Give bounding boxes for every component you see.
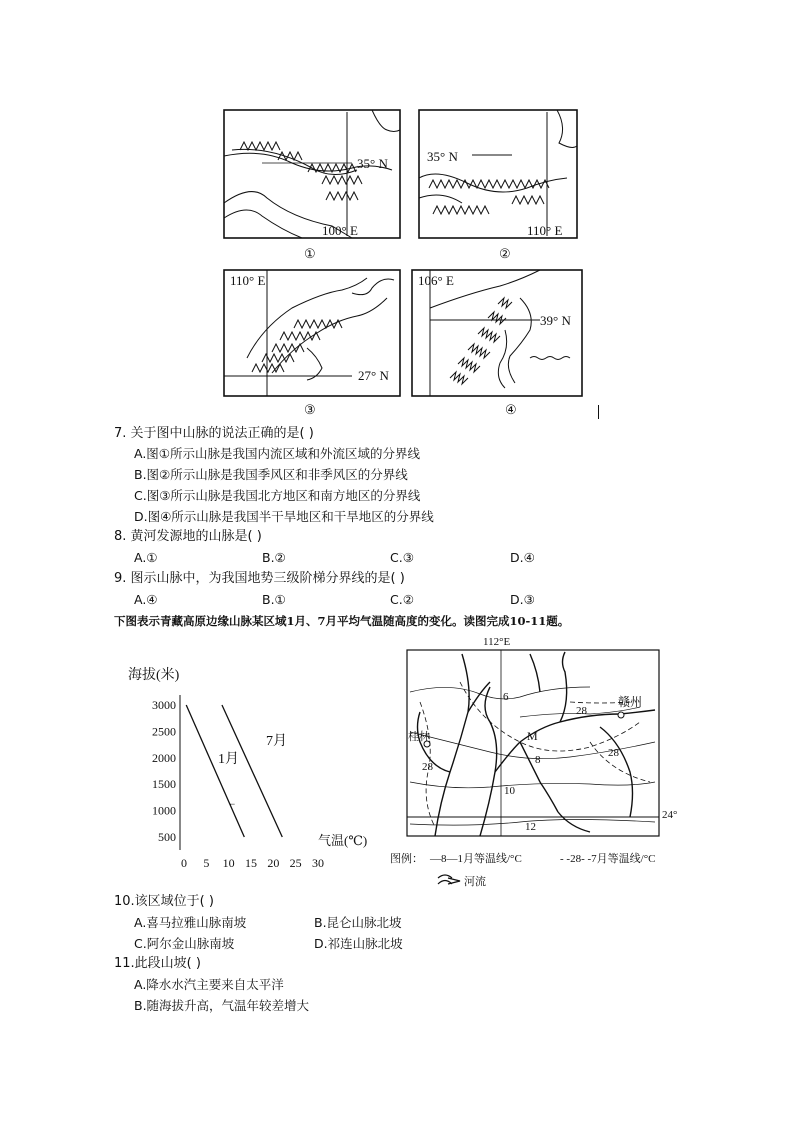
q9-option-a: A.④ [134, 592, 158, 607]
y-tick-label: 3000 [152, 698, 176, 712]
map-4-lon: 106° E [418, 273, 454, 288]
q7-option-c: C.图③所示山脉是我国北方地区和南方地区的分界线 [134, 488, 421, 503]
x-tick-label: 25 [289, 856, 302, 870]
q10-option-c: C.阿尔金山脉南坡 [134, 936, 235, 951]
q7-option-b: B.图②所示山脉是我国季风区和非季风区的分界线 [134, 467, 408, 482]
map-4-number: ④ [505, 402, 517, 417]
city-ganzhou: 赣州 [618, 695, 643, 709]
map-2-lat: 35° N [427, 149, 458, 164]
q8-option-c: C.③ [390, 550, 414, 565]
city-guilin: 桂林 [408, 731, 430, 743]
jul-label-28-b: 28 [422, 761, 433, 773]
q10-option-b: B.昆仑山脉北坡 [314, 915, 402, 930]
q7-option-d: D.图④所示山脉是我国半干旱地区和干旱地区的分界线 [134, 509, 434, 524]
legend-jul: - -28- -7月等温线/°C [560, 853, 656, 865]
jan-label-8: 8 [535, 754, 541, 766]
chart-dot-mark: ⌐ [230, 799, 236, 809]
series-label-jul: 7月 [266, 734, 287, 749]
series-line-jul [222, 705, 282, 837]
q9-option-d: D.③ [510, 592, 535, 607]
map-3 [222, 268, 402, 420]
map-1-lon: 100° E [322, 223, 358, 238]
temperature-altitude-chart [118, 655, 368, 875]
x-tick-label: 0 [181, 856, 187, 870]
y-tick-label: 1500 [152, 777, 176, 792]
x-tick-label: 10 [222, 856, 235, 870]
isomap-lat: 24° [662, 809, 678, 821]
map-1-lat: 35° N [357, 156, 388, 171]
map-2-lon: 110° E [527, 223, 563, 238]
section-intro: 下图表示青藏高原边缘山脉某区域1月、7月平均气温随高度的变化。读图完成10-11题。 [114, 614, 570, 628]
y-tick-label: 2500 [152, 724, 176, 739]
q8-option-a: A.① [134, 550, 158, 565]
q9-stem: 9. 图示山脉中，为我国地势三级阶梯分界线的是( ) [114, 571, 405, 586]
point-m: M [527, 729, 538, 743]
legend-river: 河流 [464, 876, 486, 888]
q8-stem: 8. 黄河发源地的山脉是( ) [114, 529, 262, 544]
q8-option-b: B.② [262, 550, 286, 565]
chart-xlabel: 气温(℃) [318, 833, 368, 848]
jan-label-6: 6 [503, 691, 509, 703]
legend-jan: —8—1月等温线/°C [430, 853, 522, 865]
x-tick-label: 5 [203, 856, 210, 870]
map-3-lon: 110° E [230, 273, 266, 288]
q11-option-a: A.降水水汽主要来自太平洋 [134, 977, 284, 992]
map-2-number: ② [499, 246, 511, 261]
x-tick-label: 15 [245, 856, 257, 870]
stray-mark [598, 405, 599, 419]
q7-stem: 7. 关于图中山脉的说法正确的是( ) [114, 426, 314, 441]
isomap-lon: 112°E [483, 636, 511, 648]
series-line-jan [186, 705, 244, 837]
q10-option-a: A.喜马拉雅山脉南坡 [134, 915, 247, 930]
map-1-number: ① [304, 246, 316, 261]
map-3-number: ③ [304, 402, 316, 417]
isotherm-map [390, 632, 690, 894]
y-tick-label: 1000 [152, 803, 176, 818]
q10-option-d: D.祁连山脉北坡 [314, 936, 403, 951]
series-label-jan: 1月 [218, 752, 239, 767]
map-1 [222, 108, 402, 263]
map-2 [417, 108, 582, 263]
chart-ylabel: 海拔(米) [128, 668, 180, 683]
y-tick-label: 500 [158, 830, 176, 844]
legend-river-icon [438, 875, 460, 884]
legend-prefix: 图例： [390, 853, 423, 865]
map-4 [410, 268, 585, 420]
x-tick-label: 20 [267, 856, 280, 870]
q10-stem: 10.该区域位于( ) [114, 894, 214, 909]
q9-option-c: C.② [390, 592, 414, 607]
x-tick-label: 30 [312, 856, 324, 870]
q11-stem: 11.此段山坡( ) [114, 956, 201, 971]
map-4-lat: 39° N [540, 313, 571, 328]
q11-option-b: B.随海拔升高，气温年较差增大 [134, 998, 310, 1013]
jul-label-28-c: 28 [608, 747, 619, 759]
jan-label-12: 12 [525, 821, 536, 833]
q7-option-a: A.图①所示山脉是我国内流区域和外流区域的分界线 [134, 446, 421, 461]
map-3-lat: 27° N [358, 368, 389, 383]
q9-option-b: B.① [262, 592, 286, 607]
y-tick-label: 2000 [152, 750, 176, 765]
jan-label-10: 10 [504, 785, 515, 797]
q8-option-d: D.④ [510, 550, 535, 565]
jul-label-28-a: 28 [576, 705, 587, 717]
